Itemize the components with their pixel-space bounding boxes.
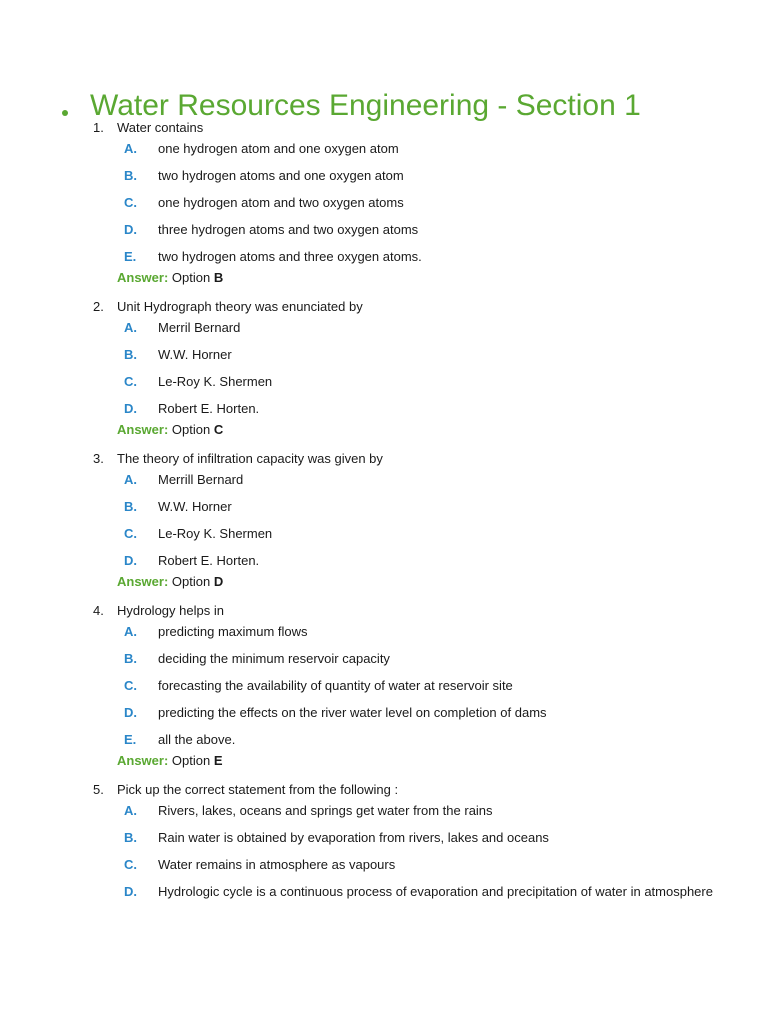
option-text: Rivers, lakes, oceans and springs get water from the rains <box>158 803 493 818</box>
answer-prefix: Option <box>171 753 211 768</box>
answer-label: Answer: <box>117 270 169 285</box>
option-text: two hydrogen atoms and one oxygen atom <box>158 168 404 183</box>
option-letter: C. <box>124 678 137 693</box>
option-text: all the above. <box>158 732 236 747</box>
option-text: Water remains in atmosphere as vapours <box>158 857 396 872</box>
option-text: Merrill Bernard <box>158 472 244 487</box>
option-a <box>124 803 733 819</box>
option-a <box>124 624 733 640</box>
question-stem <box>93 603 733 619</box>
option-c <box>124 374 733 390</box>
option-text: Robert E. Horten. <box>158 553 260 568</box>
question-spacer <box>93 590 733 603</box>
option-d <box>124 222 733 238</box>
option-c <box>124 195 733 211</box>
answer-label: Answer: <box>117 574 169 589</box>
option-list <box>124 472 733 569</box>
question-number: 3. <box>93 451 104 466</box>
option-text: Merril Bernard <box>158 320 241 335</box>
question-number: 5. <box>93 782 104 797</box>
question-number: 2. <box>93 299 104 314</box>
option-text: forecasting the availability of quantity of water at reservoir site <box>158 678 513 693</box>
option-text: Le-Roy K. Shermen <box>158 526 273 541</box>
question-text: Hydrology helps in <box>117 603 224 618</box>
answer-option-letter: C <box>213 422 224 437</box>
option-d <box>124 705 733 721</box>
question-4 <box>93 603 733 769</box>
option-text: two hydrogen atoms and three oxygen atoms. <box>158 249 422 264</box>
option-text: predicting maximum flows <box>158 624 308 639</box>
question-stem <box>93 299 733 315</box>
option-list <box>124 320 733 417</box>
option-text: three hydrogen atoms and two oxygen atoms <box>158 222 419 237</box>
answer-prefix: Option <box>171 270 211 285</box>
option-d <box>124 884 733 900</box>
option-letter: D. <box>124 553 137 568</box>
option-text: one hydrogen atom and two oxygen atoms <box>158 195 404 210</box>
page-title: Water Resources Engineering - Section 1 <box>90 89 641 122</box>
option-letter: C. <box>124 526 137 541</box>
option-b <box>124 651 733 667</box>
option-text: one hydrogen atom and one oxygen atom <box>158 141 399 156</box>
option-text: deciding the minimum reservoir capacity <box>158 651 390 666</box>
question-spacer <box>93 286 733 299</box>
question-5 <box>93 782 733 900</box>
answer-label: Answer: <box>117 422 169 437</box>
option-b <box>124 168 733 184</box>
option-letter: A. <box>124 141 137 156</box>
option-a <box>124 141 733 157</box>
question-list <box>93 120 733 900</box>
answer-line <box>117 270 733 286</box>
answer-prefix: Option <box>171 574 211 589</box>
option-c <box>124 857 733 873</box>
option-letter: C. <box>124 195 137 210</box>
question-2 <box>93 299 733 438</box>
option-letter: A. <box>124 472 137 487</box>
option-letter: A. <box>124 803 137 818</box>
option-letter: B. <box>124 830 137 845</box>
option-letter: D. <box>124 705 137 720</box>
option-letter: B. <box>124 651 137 666</box>
option-letter: D. <box>124 222 137 237</box>
answer-option-letter: E <box>213 753 223 768</box>
option-b <box>124 830 733 846</box>
option-text: W.W. Horner <box>158 347 232 362</box>
question-1 <box>93 120 733 286</box>
question-stem <box>93 120 733 136</box>
option-a <box>124 472 733 488</box>
option-text: Hydrologic cycle is a continuous process of evaporation and precipitation of water in atmosphere <box>158 884 713 899</box>
question-stem <box>93 782 733 798</box>
option-letter: C. <box>124 857 137 872</box>
option-letter: D. <box>124 401 137 416</box>
question-text: Water contains <box>117 120 204 135</box>
option-list <box>124 624 733 748</box>
question-3 <box>93 451 733 590</box>
option-letter: C. <box>124 374 137 389</box>
option-c <box>124 526 733 542</box>
question-text: Unit Hydrograph theory was enunciated by <box>117 299 363 314</box>
option-text: Robert E. Horten. <box>158 401 260 416</box>
option-e <box>124 732 733 748</box>
option-text: Le-Roy K. Shermen <box>158 374 273 389</box>
option-letter: A. <box>124 320 137 335</box>
question-text: Pick up the correct statement from the following : <box>117 782 399 797</box>
option-text: predicting the effects on the river water level on completion of dams <box>158 705 547 720</box>
option-letter: A. <box>124 624 137 639</box>
option-list <box>124 141 733 265</box>
question-text: The theory of infiltration capacity was given by <box>117 451 383 466</box>
option-text: Rain water is obtained by evaporation from rivers, lakes and oceans <box>158 830 549 845</box>
bullet-icon <box>62 110 68 116</box>
question-number: 1. <box>93 120 104 135</box>
answer-label: Answer: <box>117 753 169 768</box>
question-spacer <box>93 438 733 451</box>
answer-line <box>117 574 733 590</box>
answer-prefix: Option <box>171 422 211 437</box>
answer-option-letter: B <box>213 270 224 285</box>
option-b <box>124 347 733 363</box>
option-c <box>124 678 733 694</box>
question-number: 4. <box>93 603 104 618</box>
option-letter: E. <box>124 249 137 264</box>
option-text: W.W. Horner <box>158 499 232 514</box>
answer-line <box>117 753 733 769</box>
question-stem <box>93 451 733 467</box>
option-list <box>124 803 733 900</box>
option-letter: D. <box>124 884 137 899</box>
option-b <box>124 499 733 515</box>
option-letter: B. <box>124 347 137 362</box>
question-spacer <box>93 769 733 782</box>
option-letter: B. <box>124 499 137 514</box>
option-a <box>124 320 733 336</box>
answer-line <box>117 422 733 438</box>
option-e <box>124 249 733 265</box>
answer-option-letter: D <box>213 574 224 589</box>
option-d <box>124 553 733 569</box>
option-letter: E. <box>124 732 137 747</box>
option-letter: B. <box>124 168 137 183</box>
option-d <box>124 401 733 417</box>
